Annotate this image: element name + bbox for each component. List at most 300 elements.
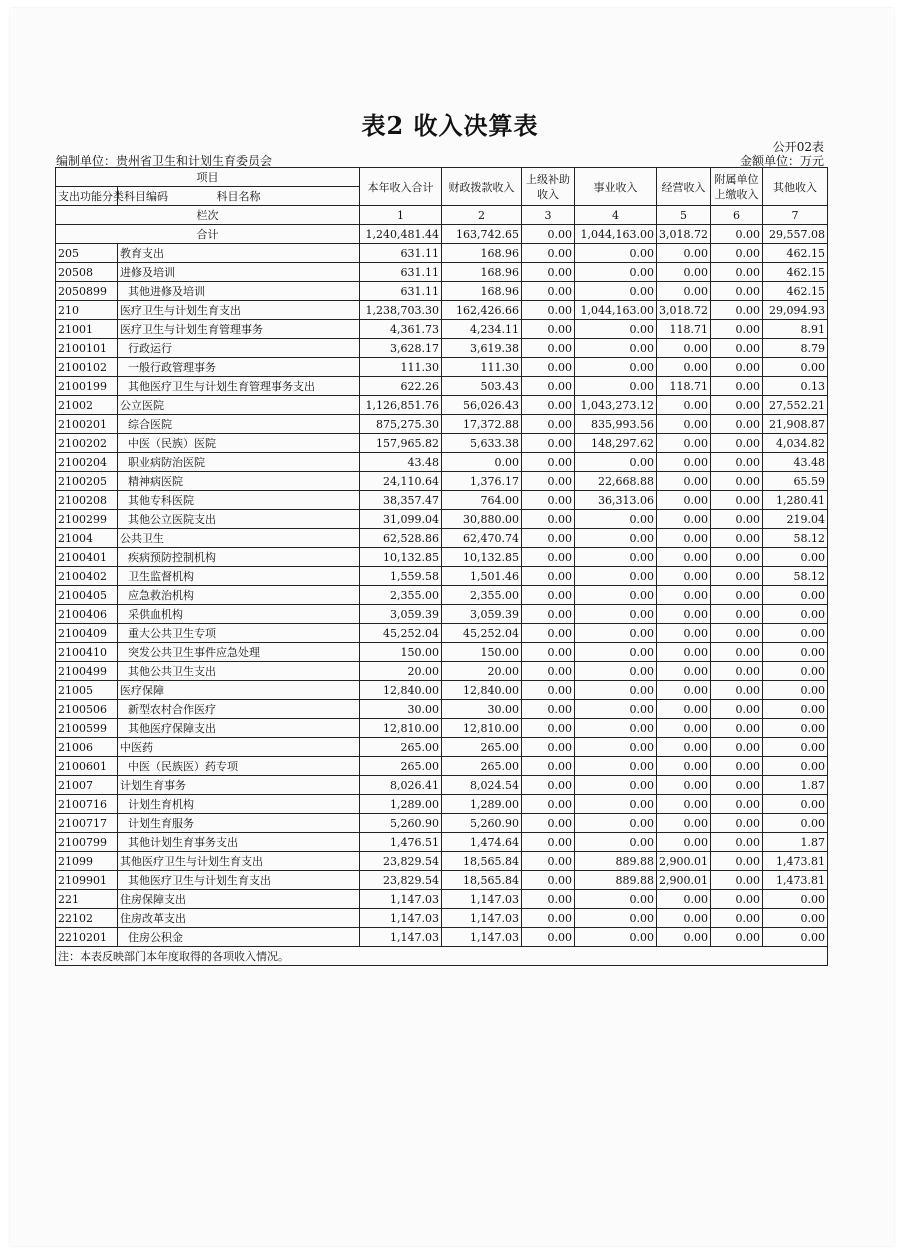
row-value: 1,289.00 xyxy=(442,795,522,814)
row-value: 1.87 xyxy=(763,776,828,795)
row-value: 0.00 xyxy=(575,833,657,852)
row-value: 0.00 xyxy=(522,624,575,643)
row-value: 5,260.90 xyxy=(442,814,522,833)
row-value: 0.00 xyxy=(522,890,575,909)
table-row xyxy=(56,928,828,947)
row-name: 精神病医院 xyxy=(118,472,360,491)
row-value: 0.00 xyxy=(575,529,657,548)
row-name: 其他计划生育事务支出 xyxy=(118,833,360,852)
row-name: 卫生监督机构 xyxy=(118,567,360,586)
row-value: 0.00 xyxy=(657,719,711,738)
row-value: 0.00 xyxy=(711,434,763,453)
row-value: 118.71 xyxy=(657,377,711,396)
row-value: 835,993.56 xyxy=(575,415,657,434)
row-value: 38,357.47 xyxy=(360,491,442,510)
table-row xyxy=(56,624,828,643)
row-code: 2100499 xyxy=(56,662,118,681)
total-cell: 1,044,163.00 xyxy=(575,225,657,244)
row-value: 168.96 xyxy=(442,282,522,301)
row-value: 3,059.39 xyxy=(442,605,522,624)
row-value: 1,289.00 xyxy=(360,795,442,814)
row-value: 0.00 xyxy=(522,719,575,738)
row-value: 462.15 xyxy=(763,282,828,301)
row-name: 应急救治机构 xyxy=(118,586,360,605)
table-row xyxy=(56,776,828,795)
row-value: 0.00 xyxy=(575,263,657,282)
row-code: 2100410 xyxy=(56,643,118,662)
total-cell: 3,018.72 xyxy=(657,225,711,244)
row-value: 0.00 xyxy=(711,605,763,624)
row-value: 0.00 xyxy=(522,795,575,814)
row-value: 0.00 xyxy=(522,605,575,624)
row-value: 0.00 xyxy=(575,586,657,605)
row-value: 0.00 xyxy=(575,548,657,567)
row-value: 0.00 xyxy=(657,263,711,282)
total-cell: 0.00 xyxy=(711,225,763,244)
row-value: 148,297.62 xyxy=(575,434,657,453)
table-row xyxy=(56,282,828,301)
row-value: 3,018.72 xyxy=(657,301,711,320)
row-value: 0.00 xyxy=(575,358,657,377)
row-value: 0.00 xyxy=(711,757,763,776)
row-value: 0.00 xyxy=(657,282,711,301)
row-value: 1,280.41 xyxy=(763,491,828,510)
row-value: 631.11 xyxy=(360,244,442,263)
row-value: 168.96 xyxy=(442,263,522,282)
row-code: 21006 xyxy=(56,738,118,757)
row-value: 0.00 xyxy=(575,662,657,681)
table-row xyxy=(56,529,828,548)
row-value: 0.00 xyxy=(657,681,711,700)
row-value: 58.12 xyxy=(763,529,828,548)
row-value: 0.00 xyxy=(522,871,575,890)
amount-unit: 金额单位：万元 xyxy=(739,154,824,168)
row-value: 265.00 xyxy=(360,738,442,757)
row-code: 2100208 xyxy=(56,491,118,510)
row-value: 0.00 xyxy=(763,795,828,814)
row-code: 2100204 xyxy=(56,453,118,472)
row-value: 0.00 xyxy=(522,738,575,757)
row-value: 0.00 xyxy=(657,757,711,776)
row-code: 2100402 xyxy=(56,567,118,586)
row-value: 1,147.03 xyxy=(360,890,442,909)
row-code: 21002 xyxy=(56,396,118,415)
row-value: 0.00 xyxy=(711,263,763,282)
row-value: 12,840.00 xyxy=(442,681,522,700)
row-value: 8.91 xyxy=(763,320,828,339)
row-value: 0.00 xyxy=(711,909,763,928)
row-value: 1,043,273.12 xyxy=(575,396,657,415)
row-code: 2100601 xyxy=(56,757,118,776)
total-cell: 0.00 xyxy=(522,225,575,244)
row-value: 1,501.46 xyxy=(442,567,522,586)
table-row xyxy=(56,434,828,453)
row-name: 行政运行 xyxy=(118,339,360,358)
row-value: 0.00 xyxy=(763,662,828,681)
row-value: 23,829.54 xyxy=(360,871,442,890)
row-value: 0.00 xyxy=(575,890,657,909)
row-value: 3,059.39 xyxy=(360,605,442,624)
row-value: 1,476.51 xyxy=(360,833,442,852)
row-value: 0.00 xyxy=(711,415,763,434)
header-business: 事业收入 xyxy=(575,168,657,206)
row-value: 0.00 xyxy=(522,358,575,377)
row-value: 0.00 xyxy=(522,396,575,415)
row-name: 重大公共卫生专项 xyxy=(118,624,360,643)
header-operating: 经营收入 xyxy=(657,168,711,206)
row-value: 0.00 xyxy=(657,472,711,491)
row-value: 0.00 xyxy=(763,643,828,662)
row-value: 0.00 xyxy=(522,529,575,548)
row-value: 0.00 xyxy=(575,795,657,814)
row-name: 计划生育事务 xyxy=(118,776,360,795)
row-name: 其他进修及培训 xyxy=(118,282,360,301)
row-value: 875,275.30 xyxy=(360,415,442,434)
row-value: 0.00 xyxy=(657,795,711,814)
row-value: 31,099.04 xyxy=(360,510,442,529)
row-value: 157,965.82 xyxy=(360,434,442,453)
table-row xyxy=(56,548,828,567)
row-value: 4,234.11 xyxy=(442,320,522,339)
table-row xyxy=(56,605,828,624)
row-code: 21099 xyxy=(56,852,118,871)
row-value: 45,252.04 xyxy=(442,624,522,643)
row-value: 4,361.73 xyxy=(360,320,442,339)
row-value: 8,024.54 xyxy=(442,776,522,795)
row-value: 0.00 xyxy=(657,700,711,719)
row-value: 0.00 xyxy=(763,719,828,738)
row-value: 62,528.86 xyxy=(360,529,442,548)
row-name: 教育支出 xyxy=(118,244,360,263)
row-name: 其他医疗卫生与计划生育支出 xyxy=(118,852,360,871)
row-value: 21,908.87 xyxy=(763,415,828,434)
row-name: 其他公共卫生支出 xyxy=(118,662,360,681)
row-value: 0.00 xyxy=(711,472,763,491)
table-row xyxy=(56,814,828,833)
row-code: 2100299 xyxy=(56,510,118,529)
row-value: 5,633.38 xyxy=(442,434,522,453)
row-value: 0.00 xyxy=(763,605,828,624)
row-value: 111.30 xyxy=(360,358,442,377)
row-value: 0.13 xyxy=(763,377,828,396)
row-value: 1,559.58 xyxy=(360,567,442,586)
row-value: 0.00 xyxy=(657,510,711,529)
row-code: 210 xyxy=(56,301,118,320)
row-value: 0.00 xyxy=(657,244,711,263)
total-cell: 1,240,481.44 xyxy=(360,225,442,244)
row-name: 一般行政管理事务 xyxy=(118,358,360,377)
row-code: 2100202 xyxy=(56,434,118,453)
row-value: 462.15 xyxy=(763,244,828,263)
row-value: 889.88 xyxy=(575,871,657,890)
row-code: 2100599 xyxy=(56,719,118,738)
row-value: 0.00 xyxy=(522,700,575,719)
row-value: 58.12 xyxy=(763,567,828,586)
row-value: 0.00 xyxy=(657,624,711,643)
row-code: 2100102 xyxy=(56,358,118,377)
row-code: 2100405 xyxy=(56,586,118,605)
row-value: 45,252.04 xyxy=(360,624,442,643)
row-value: 0.00 xyxy=(522,263,575,282)
row-code: 2100199 xyxy=(56,377,118,396)
row-value: 0.00 xyxy=(657,396,711,415)
row-value: 168.96 xyxy=(442,244,522,263)
row-value: 1,238,703.30 xyxy=(360,301,442,320)
row-value: 162,426.66 xyxy=(442,301,522,320)
row-value: 8,026.41 xyxy=(360,776,442,795)
row-value: 1,147.03 xyxy=(360,928,442,947)
row-value: 1,126,851.76 xyxy=(360,396,442,415)
table-row xyxy=(56,491,828,510)
row-value: 0.00 xyxy=(575,643,657,662)
row-value: 3,628.17 xyxy=(360,339,442,358)
row-value: 0.00 xyxy=(522,833,575,852)
row-value: 0.00 xyxy=(522,814,575,833)
row-value: 0.00 xyxy=(575,719,657,738)
index-cell: 4 xyxy=(575,206,657,225)
row-value: 0.00 xyxy=(657,833,711,852)
row-value: 0.00 xyxy=(763,681,828,700)
row-value: 1,147.03 xyxy=(442,909,522,928)
row-value: 0.00 xyxy=(711,643,763,662)
row-value: 0.00 xyxy=(711,358,763,377)
header-other: 其他收入 xyxy=(763,168,828,206)
row-value: 0.00 xyxy=(763,890,828,909)
row-value: 0.00 xyxy=(711,700,763,719)
index-cell: 6 xyxy=(711,206,763,225)
row-code: 21005 xyxy=(56,681,118,700)
row-value: 0.00 xyxy=(763,928,828,947)
row-value: 0.00 xyxy=(522,757,575,776)
header-name: 科目名称 xyxy=(118,187,360,206)
row-name: 医疗卫生与计划生育管理事务 xyxy=(118,320,360,339)
row-value: 1,376.17 xyxy=(442,472,522,491)
row-value: 0.00 xyxy=(522,434,575,453)
table-row xyxy=(56,757,828,776)
total-label: 合计 xyxy=(56,225,360,244)
row-value: 150.00 xyxy=(360,643,442,662)
row-value: 0.00 xyxy=(657,890,711,909)
table-row xyxy=(56,472,828,491)
row-value: 0.00 xyxy=(575,567,657,586)
row-value: 0.00 xyxy=(657,605,711,624)
row-value: 0.00 xyxy=(711,681,763,700)
row-value: 0.00 xyxy=(522,928,575,947)
row-name: 疾病预防控制机构 xyxy=(118,548,360,567)
row-value: 0.00 xyxy=(657,529,711,548)
row-name: 采供血机构 xyxy=(118,605,360,624)
row-value: 0.00 xyxy=(763,814,828,833)
header-superior: 上级补助收入 xyxy=(522,168,575,206)
row-name: 中医（民族）医院 xyxy=(118,434,360,453)
row-value: 10,132.85 xyxy=(360,548,442,567)
row-value: 0.00 xyxy=(522,377,575,396)
header-total: 本年收入合计 xyxy=(360,168,442,206)
table-row xyxy=(56,852,828,871)
row-value: 0.00 xyxy=(657,358,711,377)
row-value: 0.00 xyxy=(711,567,763,586)
row-value: 0.00 xyxy=(711,928,763,947)
row-value: 0.00 xyxy=(575,605,657,624)
row-name: 其他医疗卫生与计划生育管理事务支出 xyxy=(118,377,360,396)
row-value: 0.00 xyxy=(711,453,763,472)
total-cell: 29,557.08 xyxy=(763,225,828,244)
row-value: 0.00 xyxy=(763,358,828,377)
row-value: 0.00 xyxy=(763,757,828,776)
row-value: 0.00 xyxy=(711,833,763,852)
index-label: 栏次 xyxy=(56,206,360,225)
row-code: 2100406 xyxy=(56,605,118,624)
row-value: 0.00 xyxy=(711,776,763,795)
row-value: 631.11 xyxy=(360,263,442,282)
row-value: 118.71 xyxy=(657,320,711,339)
row-value: 0.00 xyxy=(711,510,763,529)
row-value: 30.00 xyxy=(360,700,442,719)
row-code: 21007 xyxy=(56,776,118,795)
row-name: 住房改革支出 xyxy=(118,909,360,928)
row-value: 265.00 xyxy=(360,757,442,776)
row-value: 0.00 xyxy=(575,339,657,358)
row-value: 0.00 xyxy=(575,244,657,263)
row-value: 0.00 xyxy=(522,909,575,928)
row-value: 0.00 xyxy=(657,643,711,662)
row-name: 综合医院 xyxy=(118,415,360,434)
row-value: 2,355.00 xyxy=(442,586,522,605)
row-value: 0.00 xyxy=(657,434,711,453)
row-value: 0.00 xyxy=(657,453,711,472)
header-fiscal: 财政拨款收入 xyxy=(442,168,522,206)
row-value: 0.00 xyxy=(442,453,522,472)
row-name: 计划生育服务 xyxy=(118,814,360,833)
table-row xyxy=(56,586,828,605)
table-row xyxy=(56,263,828,282)
row-value: 0.00 xyxy=(522,586,575,605)
row-value: 22,668.88 xyxy=(575,472,657,491)
table-row xyxy=(56,681,828,700)
table-row xyxy=(56,795,828,814)
row-value: 24,110.64 xyxy=(360,472,442,491)
row-value: 111.30 xyxy=(442,358,522,377)
row-value: 0.00 xyxy=(711,548,763,567)
row-name: 住房保障支出 xyxy=(118,890,360,909)
row-value: 0.00 xyxy=(522,567,575,586)
row-value: 0.00 xyxy=(657,339,711,358)
row-code: 2050899 xyxy=(56,282,118,301)
row-value: 0.00 xyxy=(711,301,763,320)
header-affiliated: 附属单位上缴收入 xyxy=(711,168,763,206)
row-name: 新型农村合作医疗 xyxy=(118,700,360,719)
row-value: 0.00 xyxy=(657,491,711,510)
row-value: 5,260.90 xyxy=(360,814,442,833)
row-value: 0.00 xyxy=(522,510,575,529)
row-value: 43.48 xyxy=(360,453,442,472)
row-value: 1,474.64 xyxy=(442,833,522,852)
row-value: 20.00 xyxy=(442,662,522,681)
row-value: 0.00 xyxy=(657,415,711,434)
row-value: 0.00 xyxy=(522,491,575,510)
row-value: 0.00 xyxy=(657,738,711,757)
note-row xyxy=(56,947,828,966)
row-value: 0.00 xyxy=(657,548,711,567)
table-note: 注：本表反映部门本年度取得的各项收入情况。 xyxy=(56,947,828,966)
table-row xyxy=(56,643,828,662)
row-value: 631.11 xyxy=(360,282,442,301)
row-value: 0.00 xyxy=(711,586,763,605)
row-value: 23,829.54 xyxy=(360,852,442,871)
row-value: 0.00 xyxy=(711,719,763,738)
row-value: 0.00 xyxy=(522,339,575,358)
income-table xyxy=(55,167,828,966)
row-value: 0.00 xyxy=(711,491,763,510)
table-row xyxy=(56,567,828,586)
row-value: 0.00 xyxy=(575,377,657,396)
row-value: 8.79 xyxy=(763,339,828,358)
row-code: 20508 xyxy=(56,263,118,282)
table-code: 公开02表 xyxy=(772,140,824,154)
table-row xyxy=(56,833,828,852)
row-value: 18,565.84 xyxy=(442,871,522,890)
row-value: 0.00 xyxy=(522,320,575,339)
row-value: 0.00 xyxy=(711,814,763,833)
header-project: 项目 xyxy=(56,168,360,187)
row-name: 中医药 xyxy=(118,738,360,757)
row-value: 0.00 xyxy=(522,548,575,567)
row-value: 0.00 xyxy=(711,624,763,643)
row-value: 0.00 xyxy=(763,624,828,643)
table-row xyxy=(56,301,828,320)
row-value: 0.00 xyxy=(657,662,711,681)
row-code: 22102 xyxy=(56,909,118,928)
row-name: 计划生育机构 xyxy=(118,795,360,814)
row-value: 0.00 xyxy=(657,567,711,586)
row-value: 10,132.85 xyxy=(442,548,522,567)
table-row xyxy=(56,890,828,909)
row-value: 1,147.03 xyxy=(360,909,442,928)
row-name: 进修及培训 xyxy=(118,263,360,282)
row-value: 0.00 xyxy=(522,662,575,681)
row-code: 221 xyxy=(56,890,118,909)
row-code: 2100716 xyxy=(56,795,118,814)
row-name: 医疗卫生与计划生育支出 xyxy=(118,301,360,320)
row-value: 1,147.03 xyxy=(442,928,522,947)
row-value: 0.00 xyxy=(522,681,575,700)
row-value: 2,900.01 xyxy=(657,852,711,871)
row-value: 0.00 xyxy=(711,396,763,415)
row-value: 0.00 xyxy=(575,681,657,700)
row-value: 0.00 xyxy=(522,301,575,320)
row-value: 0.00 xyxy=(522,472,575,491)
row-value: 0.00 xyxy=(763,738,828,757)
row-name: 其他医疗卫生与计划生育支出 xyxy=(118,871,360,890)
row-value: 0.00 xyxy=(522,852,575,871)
table-row xyxy=(56,244,828,263)
row-code: 2100201 xyxy=(56,415,118,434)
row-value: 0.00 xyxy=(575,453,657,472)
row-value: 0.00 xyxy=(711,320,763,339)
row-name: 其他公立医院支出 xyxy=(118,510,360,529)
row-value: 462.15 xyxy=(763,263,828,282)
row-code: 2100799 xyxy=(56,833,118,852)
row-value: 0.00 xyxy=(575,700,657,719)
row-name: 医疗保障 xyxy=(118,681,360,700)
row-value: 0.00 xyxy=(711,871,763,890)
table-row xyxy=(56,719,828,738)
row-name: 住房公积金 xyxy=(118,928,360,947)
row-code: 2100717 xyxy=(56,814,118,833)
table-row xyxy=(56,738,828,757)
row-code: 21001 xyxy=(56,320,118,339)
table-row xyxy=(56,909,828,928)
